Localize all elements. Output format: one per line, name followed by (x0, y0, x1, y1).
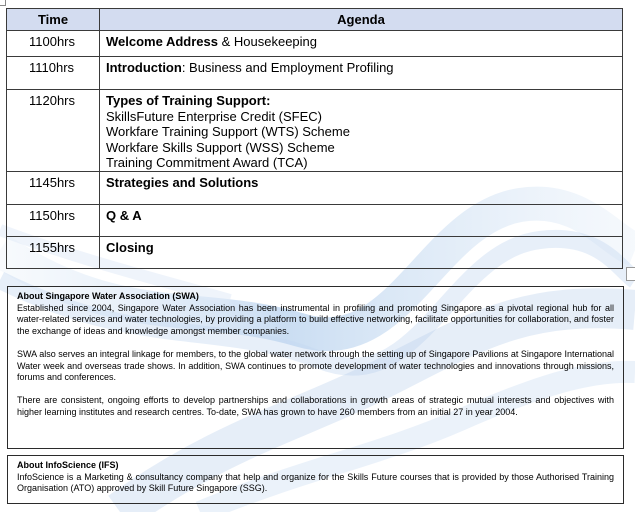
time-cell: 1110hrs (7, 57, 100, 90)
time-cell: 1145hrs (7, 171, 100, 204)
agenda-item-title: Strategies and Solutions (106, 174, 259, 190)
agenda-cell (100, 236, 623, 268)
table-row (7, 31, 623, 57)
table-row (7, 171, 623, 204)
time-cell: 1155hrs (7, 236, 100, 268)
swa-paragraph: SWA also serves an integral linkage for members, to the global water network through the setting up of Singapore Pavilions at Singapore International Water week and overseas trade shows. In addition, SWA continues to promote development of water technologies and innovations through missions, forums and conferences. (17, 348, 614, 383)
agenda-cell (100, 57, 623, 90)
agenda-item-title: Q & A (106, 207, 142, 223)
agenda-item-text: & Housekeeping (218, 34, 318, 49)
agenda-header: Agenda (100, 9, 623, 31)
swa-info-box (7, 286, 624, 449)
training-support-item: Workfare Training Support (WTS) Scheme (106, 124, 350, 139)
agenda-header-row (7, 9, 623, 31)
agenda-table (6, 8, 623, 269)
table-row (7, 204, 623, 236)
agenda-cell (100, 171, 623, 204)
ifs-title: About InfoScience (IFS) (17, 460, 119, 470)
time-cell: 1100hrs (7, 31, 100, 57)
agenda-item-title: Welcome Address (106, 34, 218, 49)
swa-title: About Singapore Water Association (SWA) (17, 291, 199, 301)
agenda-item-text: : Business and Employment Profiling (181, 60, 394, 75)
time-cell: 1150hrs (7, 204, 100, 236)
ifs-paragraph: InfoScience is a Marketing & consultancy company that help and organize for the Skills Future courses that is provided by those Authorised Training Organisation (ATO) approved by Skill Future Singapore (SSG). (17, 471, 614, 494)
time-header: Time (7, 9, 100, 31)
corner-crop-mark (0, 0, 6, 6)
training-support-item: Workfare Skills Support (WSS) Scheme (106, 139, 335, 155)
agenda-item-title: Closing (106, 239, 154, 255)
table-row (7, 236, 623, 268)
swa-paragraph: Established since 2004, Singapore Water Association has been instrumental in profiling and promoting Singapore as a pivotal regional hub for all water-related services and water technologies, by providing a platform to build effective networking, facilitate opportunities for collaboration, and foster the exchange of ideas and knowledge amongst member companies. (17, 302, 614, 336)
table-row (7, 57, 623, 90)
swa-paragraph: There are consistent, ongoing efforts to develop partnerships and collaborations in growth areas of strategic mutual interests and objectives with higher learning institutes and research centres. To-date, SWA has grown to have 260 members from an initial 27 in year 2004. (17, 395, 614, 417)
time-cell: 1120hrs (7, 90, 100, 172)
agenda-item-title: Types of Training Support: (106, 93, 271, 108)
training-support-item: SkillsFuture Enterprise Credit (SFEC) (106, 108, 322, 124)
agenda-item-title: Introduction (106, 60, 182, 75)
agenda-cell (100, 31, 623, 57)
agenda-cell (100, 204, 623, 236)
table-row (7, 90, 623, 172)
table-resize-handle[interactable] (626, 267, 635, 281)
training-support-item: Training Commitment Award (TCA) (106, 155, 308, 170)
ifs-info-box (7, 455, 624, 504)
agenda-cell (100, 90, 623, 172)
